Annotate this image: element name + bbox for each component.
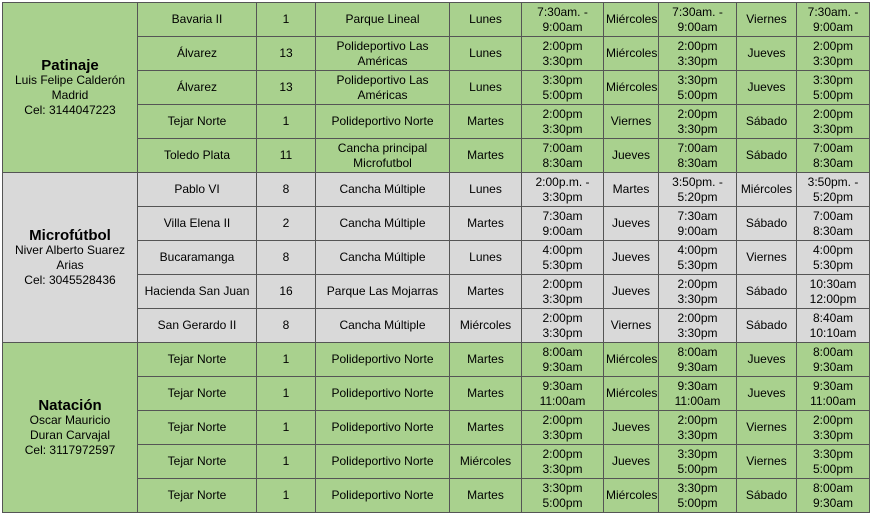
comuna-cell: 2	[257, 207, 316, 241]
time-end: 5:20pm	[677, 189, 718, 204]
instructor-name-line1: Niver Alberto Suarez	[14, 242, 126, 257]
time-start: 9:30am	[812, 378, 854, 393]
day-cell: Jueves	[604, 139, 659, 173]
instructor-phone: Cel: 3117972597	[24, 442, 116, 457]
time-start: 9:30am	[677, 378, 718, 393]
time-cell	[797, 173, 870, 207]
barrio-cell: Tejar Norte	[138, 411, 257, 445]
day-cell: Martes	[450, 411, 522, 445]
time-end: 9:00am	[542, 223, 583, 238]
instructor-phone: Cel: 3045528436	[24, 272, 116, 287]
day-cell: Martes	[450, 139, 522, 173]
time-end: 9:00am	[677, 223, 718, 238]
day-cell: Lunes	[450, 3, 522, 37]
time-start: 3:50pm. -	[672, 174, 723, 189]
time-cell	[659, 71, 737, 105]
lugar-line1: Polideportivo Las	[336, 38, 429, 53]
time-start: 2:00pm	[677, 276, 718, 291]
time-end: 3:30pm	[542, 461, 583, 476]
time-cell	[522, 309, 604, 343]
comuna-cell: 1	[257, 445, 316, 479]
lugar-line2: Américas	[357, 53, 408, 68]
time-cell	[659, 479, 737, 513]
schedule-table	[2, 2, 870, 513]
table-row	[3, 3, 870, 37]
comuna-cell: 1	[257, 411, 316, 445]
time-end: 9:30am	[812, 359, 854, 374]
time-start: 2:00pm	[542, 412, 583, 427]
time-end: 9:00am	[677, 19, 718, 34]
lugar-cell	[316, 411, 450, 445]
lugar-line2: Américas	[357, 87, 408, 102]
time-start: 2:00pm	[677, 38, 718, 53]
time-cell	[522, 71, 604, 105]
time-start: 4:00pm	[677, 242, 718, 257]
day-cell: Sábado	[737, 479, 797, 513]
lugar-cell	[316, 275, 450, 309]
time-end: 9:00am	[542, 19, 583, 34]
day-cell: Martes	[450, 479, 522, 513]
time-start: 4:00pm	[812, 242, 854, 257]
time-start: 7:00am	[542, 140, 583, 155]
day-cell: Jueves	[737, 71, 797, 105]
time-cell	[797, 207, 870, 241]
day-cell: Jueves	[737, 37, 797, 71]
lugar-line1: Polideportivo Norte	[331, 488, 434, 502]
barrio-cell: Tejar Norte	[138, 343, 257, 377]
time-end: 3:30pm	[812, 121, 854, 136]
time-end: 11:00am	[810, 393, 856, 408]
day-cell: Miércoles	[450, 445, 522, 479]
time-start: 3:30pm	[677, 480, 718, 495]
time-end: 5:00pm	[542, 87, 583, 102]
time-end: 11:00am	[539, 393, 586, 408]
time-start: 10:30am	[809, 276, 857, 291]
lugar-line1: Polideportivo Norte	[331, 114, 434, 128]
day-cell: Martes	[450, 207, 522, 241]
time-end: 8:30am	[677, 155, 718, 170]
time-cell	[659, 411, 737, 445]
barrio-cell: Tejar Norte	[138, 445, 257, 479]
time-start: 2:00pm	[542, 310, 583, 325]
sport-name: Natación	[38, 396, 102, 414]
time-cell	[797, 411, 870, 445]
lugar-line1: Polideportivo Las	[336, 72, 429, 87]
time-end: 3:30pm	[812, 427, 854, 442]
day-cell: Jueves	[604, 275, 659, 309]
barrio-cell: Tejar Norte	[138, 377, 257, 411]
barrio-cell: Hacienda San Juan	[138, 275, 257, 309]
day-cell: Lunes	[450, 173, 522, 207]
time-end: 9:00am	[812, 19, 854, 34]
barrio-cell: Bavaria II	[138, 3, 257, 37]
day-cell: Martes	[450, 105, 522, 139]
lugar-cell	[316, 241, 450, 275]
lugar-cell	[316, 71, 450, 105]
time-cell	[522, 173, 604, 207]
barrio-cell: Álvarez	[138, 37, 257, 71]
comuna-cell: 13	[257, 37, 316, 71]
time-cell	[522, 445, 604, 479]
day-cell: Lunes	[450, 241, 522, 275]
table-row	[3, 173, 870, 207]
lugar-cell	[316, 173, 450, 207]
lugar-line1: Cancha principal	[337, 140, 428, 155]
time-cell	[659, 207, 737, 241]
day-cell: Viernes	[737, 445, 797, 479]
day-cell: Viernes	[604, 105, 659, 139]
group-info-cell	[3, 343, 138, 513]
time-start: 3:50pm. -	[807, 174, 859, 189]
time-end: 5:00pm	[677, 495, 718, 510]
time-start: 2:00pm	[542, 38, 583, 53]
day-cell: Jueves	[737, 377, 797, 411]
time-start: 2:00pm	[542, 106, 583, 121]
time-end: 3:30pm	[542, 189, 583, 204]
day-cell: Martes	[450, 377, 522, 411]
day-cell: Jueves	[604, 241, 659, 275]
day-cell: Miércoles	[604, 3, 659, 37]
barrio-cell: Tejar Norte	[138, 479, 257, 513]
time-cell	[522, 411, 604, 445]
time-cell	[522, 479, 604, 513]
time-start: 7:00am	[812, 140, 854, 155]
time-start: 2:00pm	[677, 412, 718, 427]
instructor-name-line2: Duran Carvajal	[29, 427, 111, 442]
time-end: 3:30pm	[542, 427, 583, 442]
lugar-line1: Polideportivo Norte	[331, 420, 434, 434]
time-end: 5:00pm	[677, 87, 718, 102]
time-end: 8:30am	[542, 155, 583, 170]
time-end: 3:30pm	[677, 427, 718, 442]
time-cell	[522, 105, 604, 139]
time-start: 2:00pm	[677, 106, 718, 121]
day-cell: Sábado	[737, 207, 797, 241]
lugar-line1: Parque Lineal	[345, 12, 420, 26]
lugar-cell	[316, 479, 450, 513]
time-start: 2:00pm	[542, 276, 583, 291]
day-cell: Sábado	[737, 139, 797, 173]
lugar-line1: Polideportivo Norte	[331, 386, 434, 400]
day-cell: Martes	[450, 275, 522, 309]
time-cell	[522, 241, 604, 275]
day-cell: Sábado	[737, 309, 797, 343]
day-cell: Viernes	[737, 241, 797, 275]
time-cell	[797, 377, 870, 411]
instructor-name-line2: Madrid	[51, 87, 89, 102]
barrio-cell: Bucaramanga	[138, 241, 257, 275]
time-end: 3:30pm	[542, 325, 583, 340]
lugar-cell	[316, 207, 450, 241]
time-cell	[522, 275, 604, 309]
time-cell	[522, 343, 604, 377]
time-cell	[659, 105, 737, 139]
time-start: 2:00pm	[812, 38, 854, 53]
time-end: 5:30pm	[812, 257, 854, 272]
day-cell: Lunes	[450, 37, 522, 71]
lugar-cell	[316, 37, 450, 71]
time-end: 3:30pm	[542, 53, 583, 68]
barrio-cell: Tejar Norte	[138, 105, 257, 139]
time-cell	[797, 343, 870, 377]
lugar-cell	[316, 309, 450, 343]
day-cell: Sábado	[737, 105, 797, 139]
time-cell	[797, 309, 870, 343]
time-cell	[522, 207, 604, 241]
time-start: 8:00am	[677, 344, 718, 359]
lugar-cell	[316, 377, 450, 411]
time-start: 2:00pm	[812, 106, 854, 121]
lugar-line1: Cancha Múltiple	[339, 182, 426, 196]
barrio-cell: San Gerardo II	[138, 309, 257, 343]
day-cell: Miércoles	[604, 37, 659, 71]
time-end: 3:30pm	[812, 53, 854, 68]
day-cell: Jueves	[604, 445, 659, 479]
day-cell: Miércoles	[604, 343, 659, 377]
comuna-cell: 13	[257, 71, 316, 105]
comuna-cell: 8	[257, 241, 316, 275]
comuna-cell: 11	[257, 139, 316, 173]
lugar-line1: Cancha Múltiple	[339, 216, 426, 230]
time-start: 3:30pm	[677, 72, 718, 87]
comuna-cell: 1	[257, 343, 316, 377]
lugar-line1: Polideportivo Norte	[331, 454, 434, 468]
instructor-name-line2: Arias	[56, 257, 84, 272]
time-end: 3:30pm	[542, 121, 583, 136]
time-end: 9:30am	[812, 495, 854, 510]
time-cell	[797, 479, 870, 513]
day-cell: Jueves	[737, 343, 797, 377]
time-start: 3:30pm	[542, 72, 583, 87]
time-cell	[797, 241, 870, 275]
time-cell	[797, 3, 870, 37]
time-start: 7:30am. -	[807, 4, 859, 19]
barrio-cell: Toledo Plata	[138, 139, 257, 173]
lugar-line1: Parque Las Mojarras	[326, 284, 439, 298]
time-end: 5:00pm	[677, 461, 718, 476]
time-start: 2:00pm	[677, 310, 718, 325]
time-end: 10:10am	[809, 325, 857, 340]
time-cell	[659, 309, 737, 343]
time-cell	[522, 37, 604, 71]
time-cell	[659, 173, 737, 207]
time-end: 8:30am	[812, 223, 854, 238]
time-start: 7:30am. -	[537, 4, 588, 19]
time-end: 3:30pm	[542, 291, 583, 306]
day-cell: Miércoles	[604, 377, 659, 411]
day-cell: Sábado	[737, 275, 797, 309]
day-cell: Miércoles	[450, 309, 522, 343]
time-cell	[797, 139, 870, 173]
day-cell: Miércoles	[604, 479, 659, 513]
time-start: 7:00am	[677, 140, 718, 155]
time-cell	[522, 377, 604, 411]
comuna-cell: 8	[257, 309, 316, 343]
time-cell	[797, 275, 870, 309]
time-end: 8:30am	[812, 155, 854, 170]
comuna-cell: 1	[257, 3, 316, 37]
time-cell	[659, 275, 737, 309]
barrio-cell: Álvarez	[138, 71, 257, 105]
time-cell	[659, 377, 737, 411]
barrio-cell: Villa Elena II	[138, 207, 257, 241]
time-cell	[522, 139, 604, 173]
lugar-line2: Microfutbol	[353, 155, 412, 170]
time-end: 3:30pm	[677, 325, 718, 340]
time-end: 12:00pm	[809, 291, 857, 306]
lugar-line1: Cancha Múltiple	[339, 250, 426, 264]
lugar-cell	[316, 445, 450, 479]
time-end: 5:20pm	[812, 189, 854, 204]
barrio-cell: Pablo VI	[138, 173, 257, 207]
time-end: 3:30pm	[677, 291, 718, 306]
comuna-cell: 1	[257, 377, 316, 411]
group-info-cell	[3, 173, 138, 343]
day-cell: Viernes	[737, 3, 797, 37]
instructor-name-line1: Oscar Mauricio	[29, 412, 111, 427]
time-start: 3:30pm	[812, 72, 854, 87]
comuna-cell: 16	[257, 275, 316, 309]
time-end: 3:30pm	[677, 121, 718, 136]
time-end: 11:00am	[674, 393, 721, 408]
day-cell: Miércoles	[604, 71, 659, 105]
time-end: 5:00pm	[812, 87, 854, 102]
time-end: 5:00pm	[542, 495, 583, 510]
comuna-cell: 1	[257, 105, 316, 139]
group-info-cell	[3, 3, 138, 173]
day-cell: Lunes	[450, 71, 522, 105]
time-start: 3:30pm	[677, 446, 718, 461]
time-cell	[659, 445, 737, 479]
time-cell	[522, 3, 604, 37]
sport-name: Microfútbol	[29, 226, 111, 244]
time-cell	[797, 37, 870, 71]
lugar-line1: Cancha Múltiple	[339, 318, 426, 332]
sport-name: Patinaje	[41, 56, 99, 74]
time-end: 5:30pm	[677, 257, 718, 272]
time-cell	[659, 139, 737, 173]
lugar-cell	[316, 343, 450, 377]
day-cell: Viernes	[737, 411, 797, 445]
time-start: 3:30pm	[542, 480, 583, 495]
time-start: 8:40am	[812, 310, 854, 325]
day-cell: Martes	[604, 173, 659, 207]
table-row	[3, 343, 870, 377]
time-start: 7:30am	[677, 208, 718, 223]
time-start: 4:00pm	[542, 242, 583, 257]
day-cell: Jueves	[604, 207, 659, 241]
time-start: 3:30pm	[812, 446, 854, 461]
time-end: 9:30am	[677, 359, 718, 374]
time-start: 9:30am	[542, 378, 583, 393]
time-start: 8:00am	[812, 344, 854, 359]
time-start: 7:30am. -	[672, 4, 723, 19]
day-cell: Viernes	[604, 309, 659, 343]
time-start: 7:00am	[812, 208, 854, 223]
time-end: 5:00pm	[812, 461, 854, 476]
time-end: 9:30am	[542, 359, 583, 374]
time-start: 2:00pm	[812, 412, 854, 427]
day-cell: Miércoles	[737, 173, 797, 207]
instructor-name-line1: Luis Felipe Calderón	[14, 72, 126, 87]
time-cell	[797, 445, 870, 479]
comuna-cell: 8	[257, 173, 316, 207]
time-end: 5:30pm	[542, 257, 583, 272]
lugar-cell	[316, 3, 450, 37]
time-cell	[797, 105, 870, 139]
time-cell	[659, 343, 737, 377]
comuna-cell: 1	[257, 479, 316, 513]
time-start: 7:30am	[542, 208, 583, 223]
time-start: 8:00am	[542, 344, 583, 359]
lugar-cell	[316, 139, 450, 173]
time-start: 8:00am	[812, 480, 854, 495]
instructor-phone: Cel: 3144047223	[24, 102, 116, 117]
time-end: 3:30pm	[677, 53, 718, 68]
lugar-line1: Polideportivo Norte	[331, 352, 434, 366]
time-cell	[659, 241, 737, 275]
time-cell	[659, 37, 737, 71]
time-cell	[797, 71, 870, 105]
time-cell	[659, 3, 737, 37]
day-cell: Jueves	[604, 411, 659, 445]
time-start: 2:00pm	[542, 446, 583, 461]
lugar-cell	[316, 105, 450, 139]
time-start: 2:00p.m. -	[535, 174, 590, 189]
day-cell: Martes	[450, 343, 522, 377]
